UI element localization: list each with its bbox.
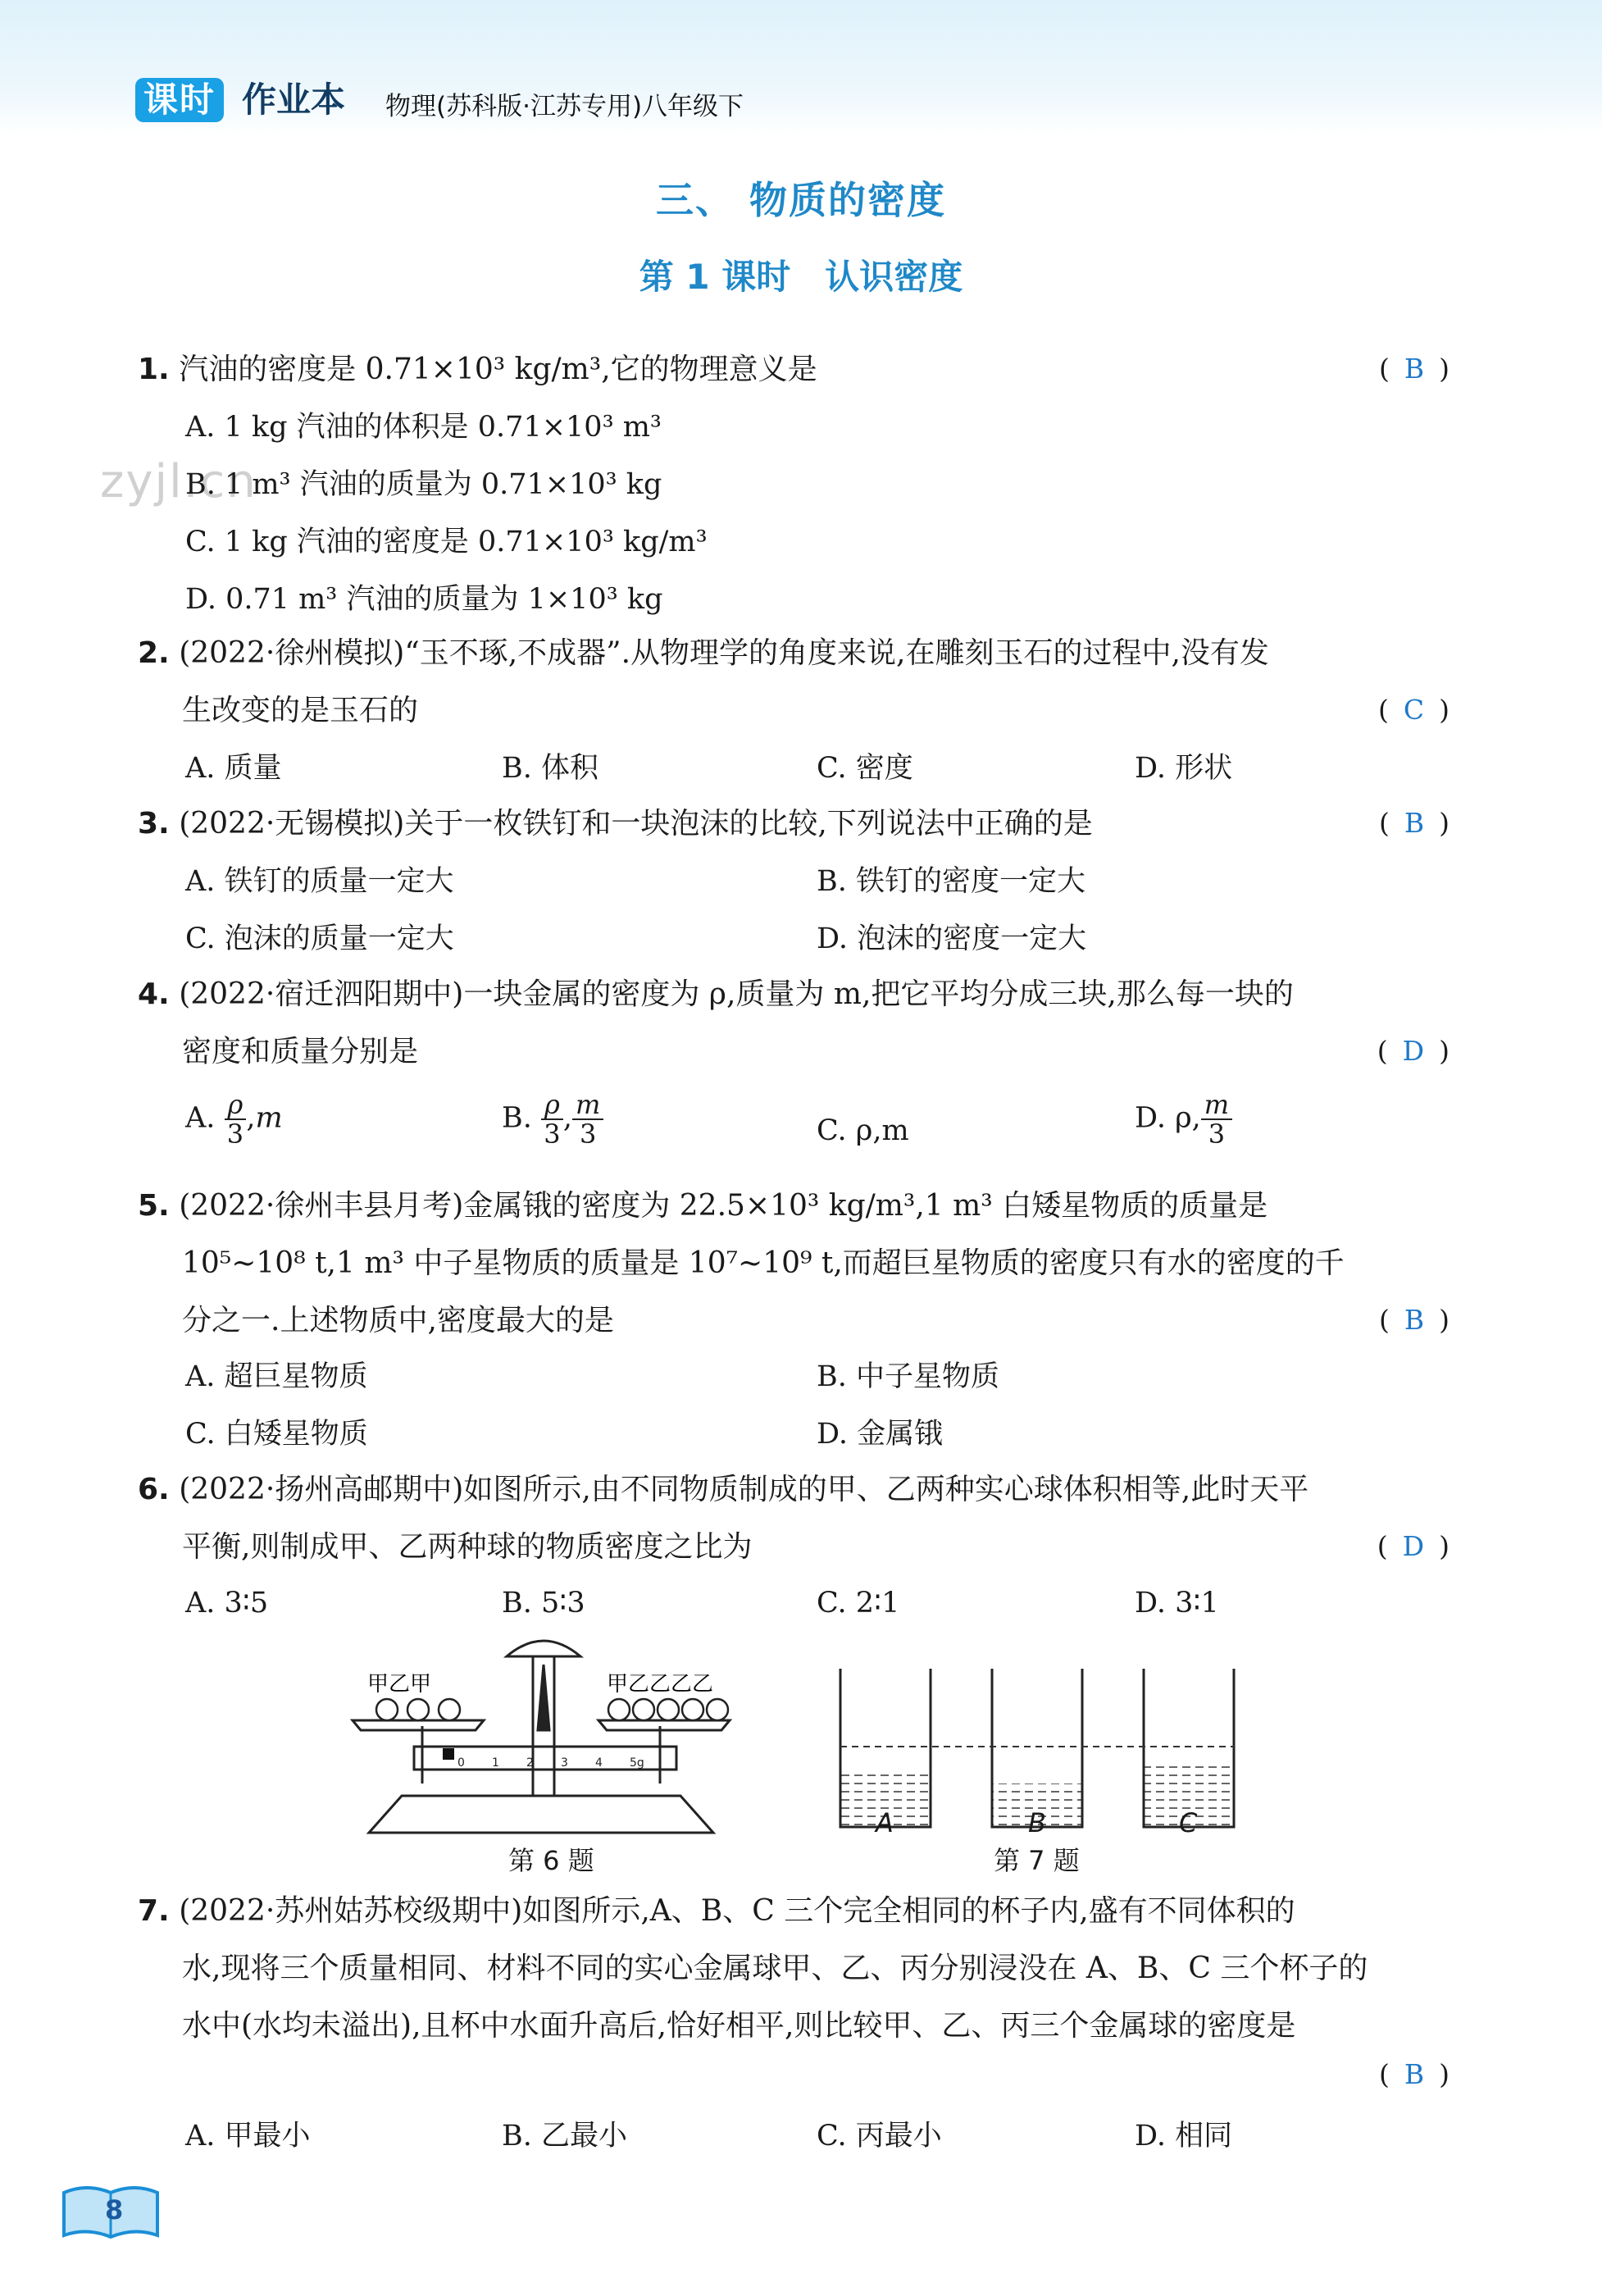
balance-dial <box>507 1641 580 1656</box>
q6-option-b: B. 5∶3 <box>502 1587 585 1620</box>
figure-7-caption: 第 7 题 <box>994 1845 1080 1876</box>
answer-7: ( B ) <box>1378 2058 1450 2090</box>
left-ball-labels: 甲乙甲 <box>367 1672 432 1697</box>
q1-option-b: B. 1 m³ 汽油的质量为 0.71×10³ kg <box>185 468 662 501</box>
ball-jia <box>439 1699 460 1720</box>
balance-rider <box>443 1748 454 1760</box>
question-5-line-1: 5. (2022·徐州丰县月考)金属锇的密度为 22.5×10³ kg/m³,1 m³ 白矮星物质的质量是 <box>138 1189 1268 1223</box>
q6-option-a: A. 3∶5 <box>185 1587 269 1620</box>
scale-tick: 3 <box>561 1756 568 1770</box>
scale-tick: 2 <box>526 1756 534 1770</box>
balance-pointer <box>538 1665 549 1730</box>
question-6-line-2: 平衡,则制成甲、乙两种球的物质密度之比为 <box>182 1530 753 1564</box>
q4-option-d: D. ρ, $\frac{m}{3}$ <box>1135 1091 1232 1148</box>
figure-6-balance <box>344 1632 738 1845</box>
ball-jia <box>608 1699 630 1720</box>
ball-yi <box>707 1699 728 1720</box>
cup-label-a: A <box>876 1807 894 1838</box>
q5-option-d: D. 金属锇 <box>817 1418 944 1451</box>
page-header <box>0 0 1602 135</box>
ball-yi <box>633 1699 654 1720</box>
scale-tick: 5g <box>630 1756 644 1770</box>
q2-option-b: B. 体积 <box>502 752 598 785</box>
q6-option-c: C. 2∶1 <box>817 1587 900 1620</box>
left-pan <box>353 1720 484 1730</box>
question-3: 3. (2022·无锡模拟)关于一枚铁钉和一块泡沫的比较,下列说法中正确的是 <box>138 807 1093 840</box>
ball-yi <box>407 1699 429 1720</box>
question-4-line-2: 密度和质量分别是 <box>182 1035 419 1068</box>
q5-option-b: B. 中子星物质 <box>817 1360 999 1393</box>
q7-option-b: B. 乙最小 <box>502 2120 627 2152</box>
question-7-line-3: 水中(水均未溢出),且杯中水面升高后,恰好相平,则比较甲、乙、丙三个金属球的密度是 <box>182 2009 1296 2043</box>
q3-option-d: D. 泡沫的密度一定大 <box>817 922 1087 955</box>
question-5-line-3: 分之一.上述物质中,密度最大的是 <box>182 1304 614 1337</box>
balance-base <box>369 1796 713 1833</box>
question-5-line-2: 10⁵~10⁸ t,1 m³ 中子星物质的质量是 10⁷~10⁹ t,而超巨星物质的密度只有水的密度的千 <box>182 1246 1345 1280</box>
ball-jia <box>376 1699 398 1720</box>
question-4-line-1: 4. (2022·宿迁泗阳期中)一块金属的密度为 ρ,质量为 m,把它平均分成三块,那么每一块的 <box>138 977 1294 1011</box>
q6-option-d: D. 3∶1 <box>1135 1587 1219 1620</box>
answer-4: ( D ) <box>1377 1035 1450 1067</box>
answer-3: ( B ) <box>1378 807 1450 839</box>
right-ball-labels: 甲乙乙乙乙 <box>607 1672 714 1697</box>
q4-option-a: A. $\frac{\rho}{3}$ ,m <box>185 1089 283 1150</box>
q5-option-a: A. 超巨星物质 <box>185 1360 368 1393</box>
book-info: 物理(苏科版·江苏专用)八年级下 <box>385 92 744 121</box>
q2-option-c: C. 密度 <box>817 752 913 785</box>
q7-option-a: A. 甲最小 <box>185 2120 311 2152</box>
cup-label-c: C <box>1179 1807 1198 1838</box>
ball-yi <box>682 1699 703 1720</box>
page-number: 8 <box>105 2194 124 2225</box>
q3-option-a: A. 铁钉的质量一定大 <box>185 865 454 898</box>
question-6-line-1: 6. (2022·扬州高邮期中)如图所示,由不同物质制成的甲、乙两种实心球体积相等,此时天平 <box>138 1473 1309 1506</box>
q7-option-c: C. 丙最小 <box>817 2120 942 2152</box>
q2-option-d: D. 形状 <box>1135 752 1233 785</box>
question-2-line-1: 2. (2022·徐州模拟)“玉不琢,不成器”.从物理学的角度来说,在雕刻玉石的过程中,没有发 <box>138 636 1269 670</box>
question-7-line-2: 水,现将三个质量相同、材料不同的实心金属球甲、乙、丙分别浸没在 A、B、C 三个杯子的 <box>182 1952 1368 1985</box>
answer-1: ( B ) <box>1378 353 1450 385</box>
scale-tick: 4 <box>595 1756 603 1770</box>
question-7-line-1: 7. (2022·苏州姑苏校级期中)如图所示,A、B、C 三个完全相同的杯子内,盛有不同体积的 <box>138 1894 1295 1928</box>
q4-option-c: C. ρ,m <box>817 1114 909 1147</box>
right-pan <box>598 1720 730 1730</box>
figure-6-caption: 第 6 题 <box>508 1845 594 1876</box>
q1-option-a: A. 1 kg 汽油的体积是 0.71×10³ m³ <box>185 411 662 444</box>
q1-option-c: C. 1 kg 汽油的密度是 0.71×10³ kg/m³ <box>185 526 708 558</box>
brand-logo-text: 作业本 <box>242 80 346 120</box>
q5-option-c: C. 白矮星物质 <box>185 1418 368 1451</box>
section-title: 三、 物质的密度 <box>655 178 946 222</box>
watermark: zyjl.cn <box>100 455 257 508</box>
q3-option-c: C. 泡沫的质量一定大 <box>185 922 454 955</box>
scale-tick: 0 <box>457 1756 465 1770</box>
q7-option-d: D. 相同 <box>1135 2120 1233 2152</box>
q1-option-d: D. 0.71 m³ 汽油的质量为 1×10³ kg <box>185 583 663 616</box>
q3-option-b: B. 铁钉的密度一定大 <box>817 865 1085 898</box>
q4-option-b: B. $\frac{\rho}{3}$ , $\frac{m}{3}$ <box>502 1091 603 1148</box>
question-2-line-2: 生改变的是玉石的 <box>182 694 419 727</box>
answer-2: ( C ) <box>1378 694 1450 726</box>
cup-label-b: B <box>1028 1807 1046 1838</box>
q2-option-a: A. 质量 <box>185 752 282 785</box>
brand-logo: 课时 <box>135 78 224 122</box>
answer-6: ( D ) <box>1377 1530 1450 1562</box>
scale-tick: 1 <box>492 1756 499 1770</box>
answer-5: ( B ) <box>1378 1304 1450 1336</box>
lesson-title: 第 1 课时 认识密度 <box>639 257 963 297</box>
ball-yi <box>658 1699 679 1720</box>
question-1: 1. 汽油的密度是 0.71×10³ kg/m³,它的物理意义是 <box>138 353 817 386</box>
